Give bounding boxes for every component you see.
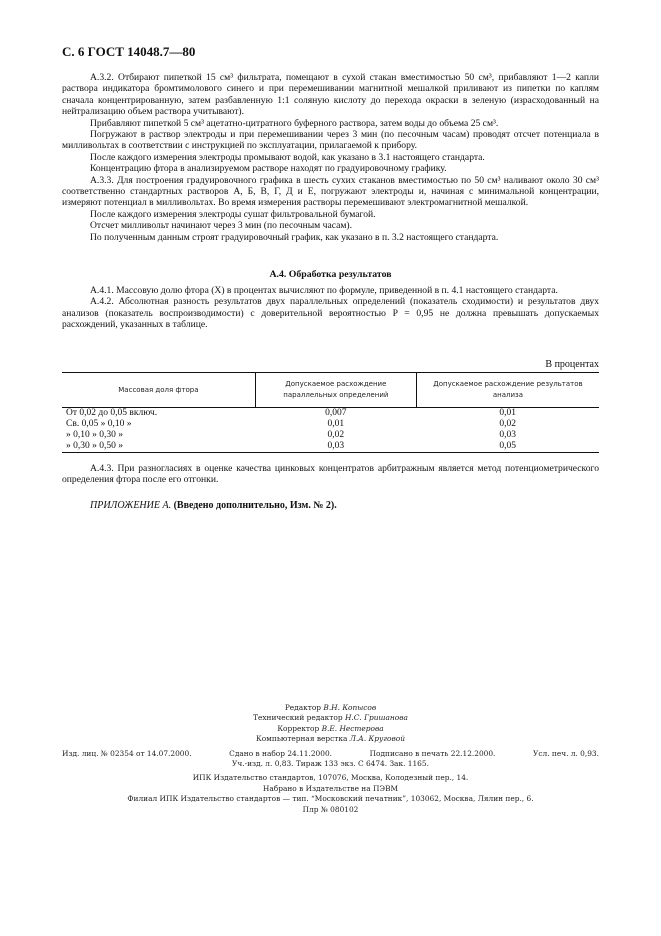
section-a4-title: А.4. Обработка результатов [269, 269, 392, 280]
imprint-sent-date: Сдано в набор 24.11.2000. [229, 748, 332, 758]
table-cell: 0,05 [416, 441, 599, 453]
table-cell: 0,03 [499, 430, 517, 440]
paragraph-a4-2: А.4.2. Абсолютная разность результатов двух параллельных определений (показатель сходимости) и результатов двух анализов (показатель воспроизводимости) с доверительной вероятностью P = 0,95 не должна превышать допускаемых расхождений, указанных в таблице. [62, 296, 599, 331]
imprint-tech-editor [62, 713, 599, 723]
section-a4 [62, 285, 599, 331]
paragraph-reading: Отсчет милливольт начинают через 3 мин (по песочным часам). [90, 220, 353, 232]
imprint-branch: Филиал ИПК Издательство стандартов — тип. “Московский печатник”, 103062, Москва, Лялин пер., 6. [127, 794, 534, 804]
paragraph-buffer: Прибавляют пипеткой 5 см³ ацетатно-цитратного буферного раствора, затем воды до объема 25 см³. [90, 117, 499, 129]
table-row [62, 419, 599, 430]
imprint-person: Л.А. Круговой [349, 734, 405, 744]
imprint-run-details: Уч.-изд. л. 0,83. Тираж 133 экз. С 6474. Зак. 1165. [232, 759, 429, 769]
table-header-row [62, 373, 599, 408]
table-cell: 0,03 [255, 441, 416, 453]
imprint-editor [62, 703, 599, 713]
imprint-publisher: ИПК Издательство стандартов, 107076, Москва, Колодезный пер., 14. [192, 773, 469, 783]
imprint-signed-date: Подписано в печать 22.12.2000. [369, 748, 496, 758]
section-a3 [62, 72, 599, 243]
section-a4-3 [62, 463, 599, 486]
imprint-print-details [62, 749, 599, 759]
paragraph-a3-3: А.3.3. Для построения градуировочного графика в шесть сухих стаканов вместимостью по 50 см³ наливают около 30 см³ соответственно стандартных растворов А, Б, В, Г, Д и Е, погружают электроды и, начиная с минимальной концентрации, измеряют потенциал в милливольтах. Во время измерения растворы перемешивают электромагнитной мешалкой. [62, 174, 599, 209]
appendix-note [90, 500, 337, 511]
table-row [62, 430, 599, 441]
table-row [62, 408, 599, 420]
paragraph-dry: После каждого измерения электроды сушат фильтровальной бумагой. [90, 208, 376, 220]
table-cell: От 0,02 до 0,05 включ. [66, 408, 158, 418]
paragraph-rinse: После каждого измерения электроды промывают водой, как указано в 3.1 настоящего стандарта. [90, 151, 485, 163]
table-cell: 0,02 [327, 430, 345, 440]
table-cell: 0,01 [499, 408, 517, 418]
imprint-role: Корректор [277, 723, 320, 733]
imprint-corrector [62, 724, 599, 734]
page-header: С. 6 ГОСТ 14048.7—80 [62, 44, 196, 59]
paragraph-graph: По полученным данным строят градуировочный график, как указано в п. 3.2 настоящего стандарта. [90, 231, 499, 243]
paragraph-a3-2: А.3.2. Отбирают пипеткой 15 см³ фильтрата, помещают в сухой стакан вместимостью 50 см³, прибавляют 1—2 капли раствора индикатора бромтимолового синего и при перемешивании магнитной мешалкой приливают из пипетки по каплям сначала концентрированную, затем разбавленную 1:1 соляную кислоту до перехода окраски в зеленую (израсходованный на нейтрализацию объем раствора учитывают). [62, 72, 599, 118]
imprint-layout [62, 734, 599, 744]
imprint-person: В.Н. Копысов [323, 703, 377, 712]
imprint-plr: Плр № 080102 [302, 804, 359, 814]
column-header-fluorine: Массовая доля фтора [62, 373, 255, 408]
table-cell: » 0,10 » 0,30 » [66, 430, 123, 440]
table-cell: 0,02 [499, 419, 517, 429]
imprint-license: Изд. лиц. № 02354 от 14.07.2000. [62, 748, 192, 758]
imprint-role: Технический редактор [253, 713, 343, 723]
table-cell: » 0,30 » 0,50 » [62, 441, 255, 453]
appendix-amendment: (Введено дополнительно, Изм. № 2). [173, 500, 337, 511]
table-unit-label: В процентах [545, 359, 599, 370]
paragraph-concentration: Концентрацию фтора в анализируемом растворе находят по градуировочному графику. [90, 163, 447, 175]
paragraph-a4-1: А.4.1. Массовую долю фтора (X) в процентах вычисляют по формуле, приведенной в п. 4.1 настоящего стандарта. [90, 285, 558, 296]
column-header-parallel: Допускаемое расхождение параллельных определений [255, 373, 416, 408]
paragraph-a4-3: А.4.3. При разногласиях в оценке качества цинковых концентратов арбитражным является метод потенциометрического определения фтора после его отгонки. [62, 463, 599, 486]
table-cell: 0,007 [325, 408, 347, 418]
table-cell: Св. 0,05 » 0,10 » [66, 419, 132, 429]
imprint-typeset: Набрано в Издательстве на ПЭВМ [262, 783, 399, 793]
imprint-role: Компьютерная верстка [256, 734, 348, 744]
tolerance-table [62, 372, 599, 453]
table-row [62, 441, 599, 453]
table-cell: 0,01 [327, 419, 345, 429]
imprint-sheets: Усл. печ. л. 0,93. [533, 748, 599, 758]
imprint-block [62, 703, 599, 815]
imprint-role: Редактор [284, 703, 322, 712]
imprint-person: Н.С. Гришанова [344, 713, 408, 723]
imprint-person: В.Е. Нестерова [321, 723, 384, 733]
paragraph-electrodes: Погружают в раствор электроды и при перемешивании через 3 мин (по песочным часам) проводят отсчет потенциала в милливольтах в соответствии с инструкцией по эксплуатации, прилагаемой к прибору. [62, 129, 599, 152]
column-header-analysis: Допускаемое расхождение результатов анализа [416, 373, 599, 408]
appendix-label: ПРИЛОЖЕНИЕ А. [90, 500, 172, 511]
